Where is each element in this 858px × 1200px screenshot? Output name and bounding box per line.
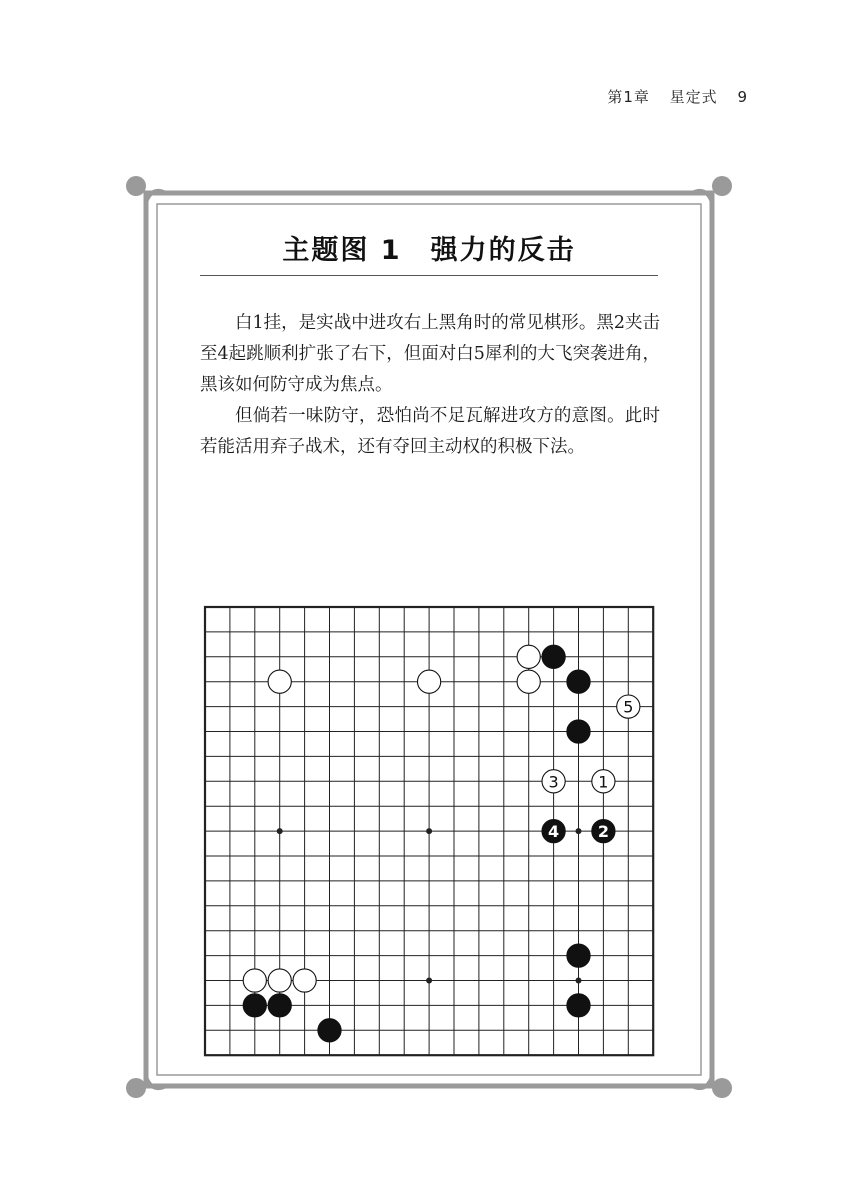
stone-disc [567, 944, 590, 967]
white-stone [517, 645, 540, 668]
stone-disc [243, 994, 266, 1017]
stone-disc [268, 670, 291, 693]
black-stone [567, 720, 590, 743]
star-point [576, 828, 582, 834]
stone-disc [243, 969, 266, 992]
move-number: 1 [598, 772, 609, 792]
white-stone [617, 695, 640, 718]
stone-disc [268, 994, 291, 1017]
move-number: 4 [548, 822, 560, 842]
paragraph: 但倘若一味防守，恐怕尚不足瓦解进攻方的意图。此时若能活用弃子战术，还有夺回主动权的积极下法。 [200, 406, 660, 457]
black-stone [318, 1019, 341, 1042]
black-stone [592, 820, 615, 843]
stone-disc [567, 670, 590, 693]
paragraph: 白1挂，是实战中进攻右上黑角时的常见棋形。黑2夹击至4起跳顺利扩张了右下，但面对白5犀利的大飞突袭进角，黑该如何防守成为焦点。 [200, 313, 660, 395]
star-point [426, 978, 432, 984]
stone-disc [293, 969, 316, 992]
black-stone [542, 645, 565, 668]
stone-disc [418, 670, 441, 693]
chapter-label: 第1章 [607, 88, 650, 106]
page-number: 9 [737, 88, 748, 106]
black-stone [567, 944, 590, 967]
white-stone [542, 770, 565, 793]
star-point [426, 828, 432, 834]
black-stone [542, 820, 565, 843]
section-label: 星定式 [669, 88, 718, 106]
move-number: 5 [623, 697, 634, 717]
black-stone [268, 994, 291, 1017]
stone-disc [542, 645, 565, 668]
stone-disc [318, 1019, 341, 1042]
white-stone [592, 770, 615, 793]
black-stone [567, 994, 590, 1017]
black-stone [243, 994, 266, 1017]
move-number: 3 [548, 772, 559, 792]
star-point [576, 978, 582, 984]
white-stone [268, 670, 291, 693]
star-point [277, 828, 283, 834]
white-stone [418, 670, 441, 693]
move-number: 2 [597, 822, 609, 842]
white-stone [517, 670, 540, 693]
white-stone [243, 969, 266, 992]
stone-disc [517, 670, 540, 693]
page-title: 主题图 1 强力的反击 [282, 235, 576, 266]
stone-disc [567, 994, 590, 1017]
black-stone [567, 670, 590, 693]
stone-disc [268, 969, 291, 992]
stone-disc [517, 645, 540, 668]
white-stone [293, 969, 316, 992]
white-stone [268, 969, 291, 992]
stone-disc [567, 720, 590, 743]
